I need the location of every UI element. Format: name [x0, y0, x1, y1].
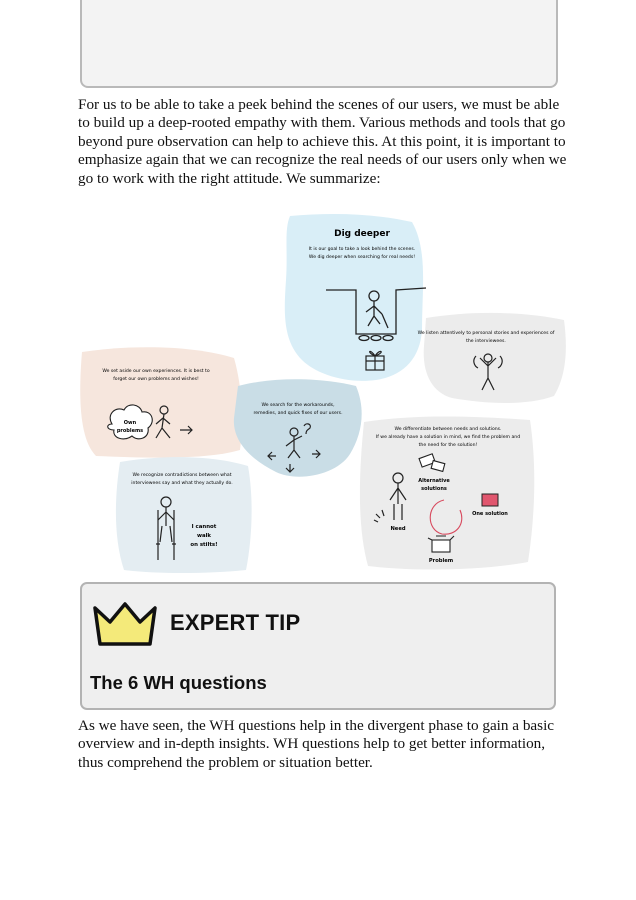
- set-aside-blob: [80, 347, 242, 457]
- crown-icon: [90, 598, 160, 652]
- stilts-line1: I cannot: [191, 524, 217, 530]
- closing-paragraph: As we have seen, the WH questions help in the divergent phase to gain a basic overview and in-depth insights. WH questions help to get better information, thus comprehend the problem or situation better.: [78, 717, 555, 771]
- workarounds-blob: [234, 379, 362, 476]
- dig-deeper-line2: We dig deeper when searching for real needs!: [308, 255, 416, 260]
- need-label: Need: [390, 526, 406, 532]
- intro-paragraph: For us to be able to take a peek behind the scenes of our users, we must be able to build up a deep-rooted empathy with them. Various methods and tools that go beyond pure observation can help to achieve this. At this point, it is important to emphasize again that we can recognize the real needs of our users only when we go to work with the right attitude. We summarize:: [78, 96, 567, 187]
- dig-deeper-blob: [285, 214, 423, 381]
- workarounds-line1: We search for the workarounds,: [261, 403, 335, 408]
- dig-deeper-title: Dig deeper: [334, 229, 390, 239]
- stilts-line2: walk: [196, 533, 212, 539]
- needs-solutions-line3: the need for the solution!: [418, 443, 478, 448]
- set-aside-line2: forget our own problems and wishes!: [113, 377, 199, 382]
- dig-deeper-line1: It is our goal to take a look behind the scenes.: [308, 247, 416, 252]
- contradictions-line2: interviewees say and what they actually do.: [131, 481, 233, 486]
- previous-box-bottom: [80, 0, 558, 88]
- expert-tip-title: EXPERT TIP: [170, 610, 301, 635]
- contradictions-line1: We recognize contradictions between what: [132, 473, 232, 478]
- needs-solutions-line2: If we already have a solution in mind, we find the problem and: [375, 435, 521, 440]
- workarounds-line2: remedies, and quick fixes of our users.: [253, 411, 343, 416]
- alternative-solutions-line1: Alternative: [418, 478, 450, 484]
- empathy-illustration: [76, 210, 570, 576]
- problem-label: Problem: [428, 558, 454, 564]
- alternative-solutions-line2: solutions: [421, 486, 447, 492]
- one-solution-box-icon: [482, 494, 498, 506]
- expert-tip-subtitle: The 6 WH questions: [90, 672, 267, 693]
- expert-tip-box: [80, 582, 556, 710]
- listen-line2: the interviewees.: [466, 339, 506, 344]
- own-problems-line2: problems: [116, 428, 144, 434]
- stilts-line3: on stilts!: [190, 542, 218, 548]
- listen-blob: [424, 313, 566, 403]
- listen-line1: We listen attentively to personal stories and experiences of: [417, 331, 555, 336]
- own-problems-line1: Own: [123, 420, 137, 426]
- needs-solutions-line1: We differentiate between needs and solutions.: [394, 427, 502, 432]
- one-solution-label: One solution: [472, 511, 508, 517]
- set-aside-line1: We set aside our own experiences. It is best to: [102, 369, 210, 374]
- empathy-illustration-svg: [76, 210, 570, 576]
